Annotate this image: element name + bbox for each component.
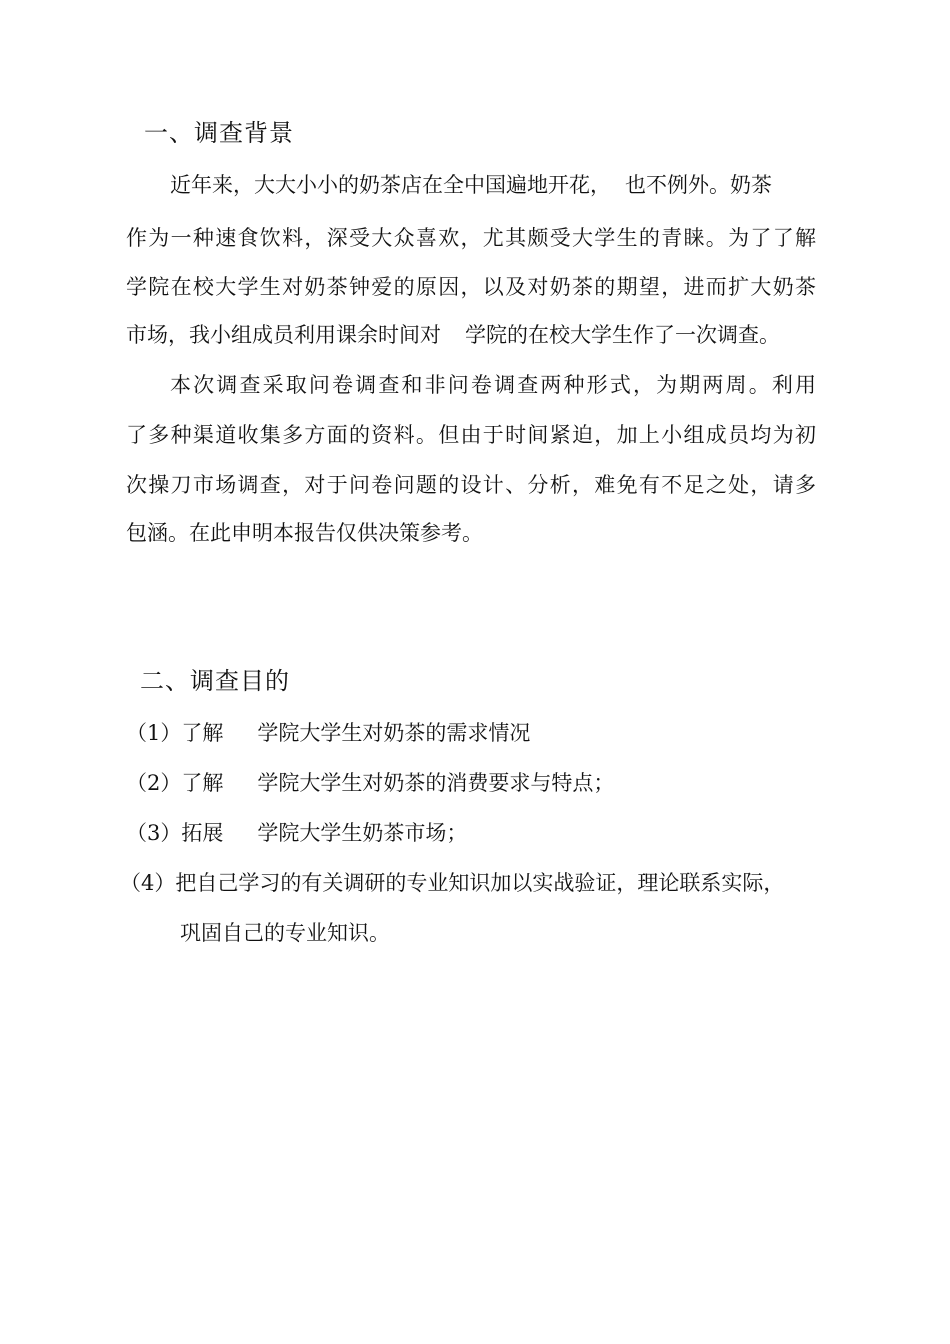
paragraph-1-line-1-b: 也不例外。奶茶: [625, 173, 772, 197]
objective-number: （2）: [126, 771, 182, 795]
objective-verb: 了解: [181, 771, 224, 795]
objective-item-2: [126, 768, 614, 798]
objective-text: 学院大学生奶茶市场；: [257, 821, 468, 845]
paragraph-2-line-2: 了多种渠道收集多方面的资料。但由于时间紧迫，加上小组成员均为初: [126, 423, 816, 447]
objective-number: （1）: [126, 721, 182, 745]
objective-item-4-line-2: 巩固自己的专业知识。: [180, 921, 390, 945]
objective-number: （3）: [126, 821, 182, 845]
objective-item-1: [126, 718, 530, 748]
paragraph-1-line-1-a: 近年来，大大小小的奶茶店在全中国遍地开花，: [170, 173, 611, 197]
objective-text: 学院大学生对奶茶的消费要求与特点；: [257, 771, 615, 795]
paragraph-1-line-1: [126, 170, 816, 200]
objective-item-3: [126, 818, 467, 848]
paragraph-2-line-1: 本次调查采取问卷调查和非问卷调查两种形式，为期两周。利用: [170, 373, 816, 397]
objective-verb: 了解: [181, 721, 224, 745]
paragraph-2-line-3: 次操刀市场调查，对于问卷问题的设计、分析，难免有不足之处，请多: [126, 473, 816, 497]
paragraph-2-line-4: 包涵。在此申明本报告仅供决策参考。: [126, 521, 483, 545]
section-heading-background: 一、调查背景: [144, 119, 294, 147]
paragraph-1-line-4-b: 学院的在校大学生作了一次调查。: [465, 323, 780, 347]
objective-text: 学院大学生对奶茶的需求情况: [257, 721, 531, 745]
paragraph-1-line-3: 学院在校大学生对奶茶钟爱的原因，以及对奶茶的期望，进而扩大奶茶: [126, 275, 816, 299]
paragraph-1-line-2: 作为一种速食饮料，深受大众喜欢，尤其颇受大学生的青睐。为了了解: [126, 226, 816, 250]
objective-verb: 拓展: [181, 821, 224, 845]
section-heading-objectives: 二、调查目的: [140, 667, 290, 695]
paragraph-1-line-4: [126, 320, 816, 350]
objective-item-4-line-1: （4）把自己学习的有关调研的专业知识加以实战验证，理论联系实际，: [120, 871, 785, 895]
paragraph-1-line-4-a: 市场，我小组成员利用课余时间对: [126, 323, 441, 347]
